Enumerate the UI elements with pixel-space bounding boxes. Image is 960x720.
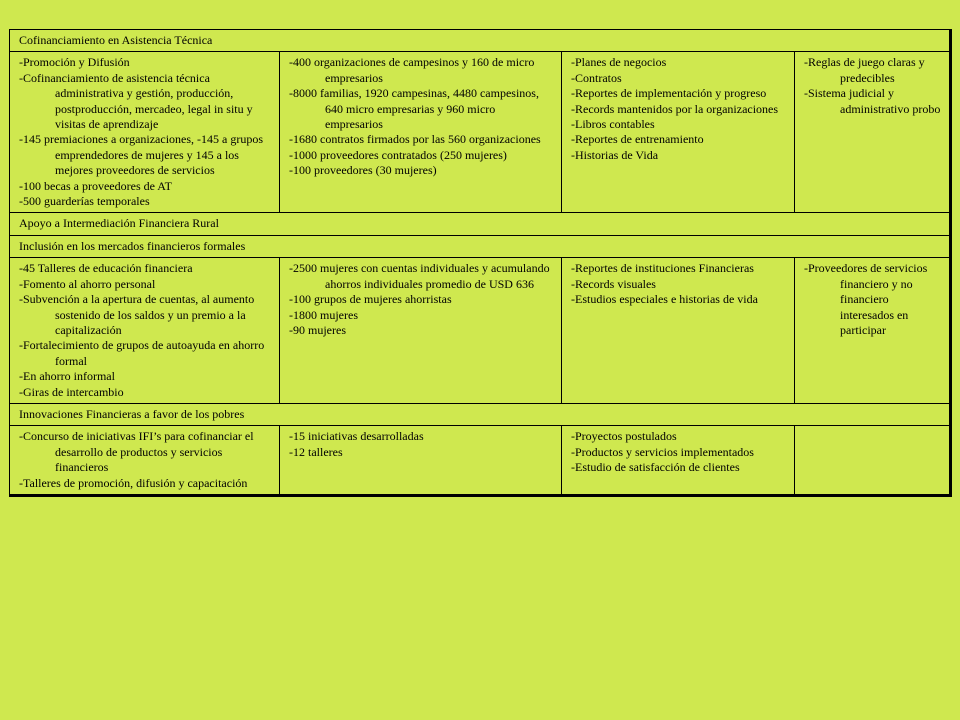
list-item: -400 organizaciones de campesinos y 160 de micro empresarios [289,55,535,85]
list-item: -Reglas de juego claras y predecibles [804,55,925,85]
list-item: -145 premiaciones a organizaciones, -145 a grupos emprendedores de mujeres y 145 a los mejores proveedores de servicios [19,132,264,178]
list-item: -Reportes de instituciones Financieras [571,261,754,276]
list-item: -15 iniciativas desarrolladas [289,429,424,444]
item-list [289,55,553,178]
item-list [571,261,786,307]
verification-cell [562,52,795,213]
logframe-table [9,29,952,497]
indicators-cell [280,426,562,496]
section-row [10,235,951,257]
list-item: -En ahorro informal [19,369,115,384]
indicators-cell [280,52,562,213]
list-item: -Contratos [571,70,622,85]
activities-cell [10,52,280,213]
list-item: -Cofinanciamiento de asistencia técnica administrativa y gestión, producción, postproducción, mercadeo, legal in situ y visitas de aprendizaje [19,70,253,132]
list-item: -Proveedores de servicios financiero y no financiero interesados en participar [804,261,928,337]
list-item: -Planes de negocios [571,55,667,70]
list-item: -Proyectos postulados [571,429,677,444]
list-item: -Libros contables [571,117,655,132]
section-title: Cofinanciamiento en Asistencia Técnica [10,30,951,52]
list-item: -Records visuales [571,276,656,291]
table-row [10,52,951,213]
list-item: -1000 proveedores contratados (250 mujeres) [289,147,507,162]
list-item: -Subvención a la apertura de cuentas, al aumento sostenido de los saldos y un premio a la capitalización [19,292,255,337]
list-item: -Estudios especiales e historias de vida [571,292,758,307]
list-item: -Records mantenidos por la organizaciones [571,101,779,116]
activities-cell [10,258,280,404]
list-item: -100 grupos de mujeres ahorristas [289,292,452,307]
section-title: Apoyo a Intermediación Financiera Rural [10,213,951,235]
list-item: -1800 mujeres [289,307,358,322]
list-item: -8000 familias, 1920 campesinas, 4480 campesinos, 640 micro empresarias y 960 micro empresarios [289,86,539,132]
activities-cell [10,426,280,496]
list-item: -Estudio de satisfacción de clientes [571,460,740,475]
list-item: -Fortalecimiento de grupos de autoayuda en ahorro formal [19,338,265,368]
list-item: -Giras de intercambio [19,384,124,399]
list-item: -2500 mujeres con cuentas individuales y acumulando ahorros individuales promedio de USD 636 [289,261,550,291]
item-list [19,261,271,400]
section-row [10,213,951,235]
assumptions-cell [795,52,951,213]
list-item: -Talleres de promoción, difusión y capacitación [19,475,248,490]
item-list [571,55,786,163]
list-item: -100 becas a proveedores de AT [19,178,172,193]
list-item: -Sistema judicial y administrativo probo [804,86,941,116]
table-row [10,258,951,404]
section-row [10,403,951,425]
section-row [10,30,951,52]
assumptions-cell [795,258,951,404]
list-item: -Promoción y Difusión [19,55,130,70]
item-list [571,429,786,475]
list-item: -500 guarderías temporales [19,194,150,209]
item-list [19,429,271,491]
list-item: -12 talleres [289,444,343,459]
verification-cell [562,258,795,404]
assumptions-cell [795,426,951,496]
item-list [804,55,941,117]
list-item: -Reportes de implementación y progreso [571,86,767,101]
indicators-cell [280,258,562,404]
item-list [19,55,271,209]
list-item: -Fomento al ahorro personal [19,276,156,291]
list-item: -90 mujeres [289,322,346,337]
section-title: Innovaciones Financieras a favor de los pobres [10,403,951,425]
item-list [289,261,553,338]
list-item: -Reportes de entrenamiento [571,132,704,147]
list-item: -Concurso de iniciativas IFI’s para cofinanciar el desarrollo de productos y servicios financieros [19,429,254,475]
section-title: Inclusión en los mercados financieros formales [10,235,951,257]
list-item: -1680 contratos firmados por las 560 organizaciones [289,132,541,147]
table-body [10,30,951,496]
item-list [804,261,941,338]
list-item: -100 proveedores (30 mujeres) [289,163,437,178]
item-list [289,429,553,460]
list-item: -Historias de Vida [571,147,659,162]
list-item: -45 Talleres de educación financiera [19,261,193,276]
table-row [10,426,951,496]
list-item: -Productos y servicios implementados [571,444,754,459]
verification-cell [562,426,795,496]
